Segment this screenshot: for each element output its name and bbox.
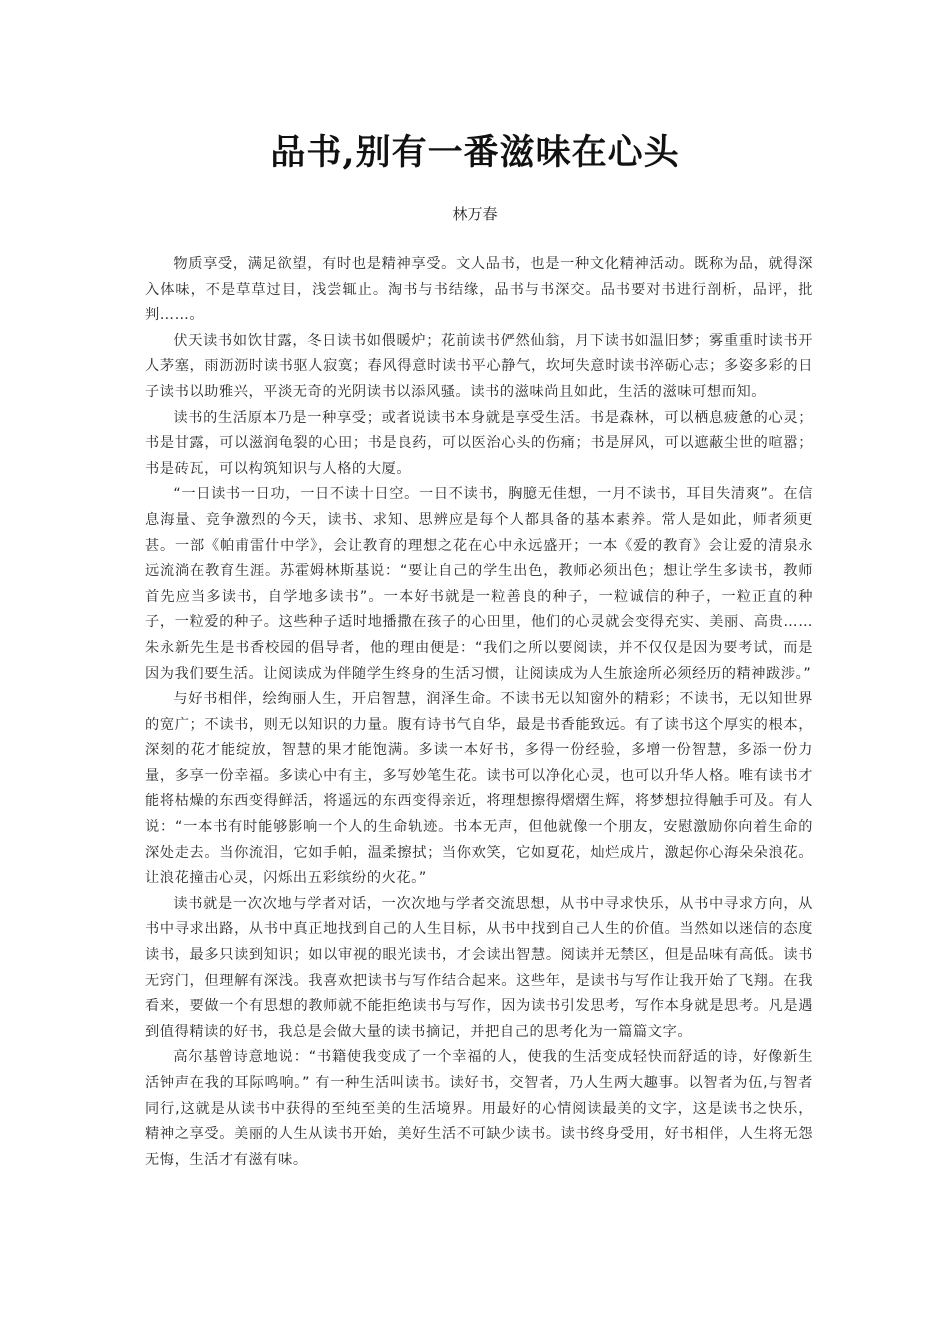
body-paragraph: “一日读书一日功，一日不读十日空。一日不读书，胸臆无佳想，一月不读书，耳目失清爽”。在信息海量、竞争激烈的今天，读书、求知、思辨应是每个人都具备的基本素养。常人是如此，师者须更甚。一部《帕甫雷什中学》，会让教育的理想之花在心中永远盛开；一本《爱的教育》会让爱的清泉永远流淌在教育生涯。苏霍姆林斯基说：“要让自己的学生出色，教师必须出色；想让学生多读书，教师首先应当多读书，自学地多读书”。一本好书就是一粒善良的种子，一粒诚信的种子，一粒正直的种子，一粒爱的种子。这些种子适时地播撒在孩子的心田里，他们的心灵就会变得充实、美丽、高贵……朱永新先生是书香校园的倡导者，他的理由便是：“我们之所以要阅读，并不仅仅是因为要考试，而是因为我们要生活。让阅读成为伴随学生终身的生活习惯，让阅读成为人生旅途所必须经历的精神跋涉。” [145, 486, 813, 682]
body-paragraph: 伏天读书如饮甘露，冬日读书如偎暖炉；花前读书俨然仙翁，月下读书如温旧梦；雾重重时读书开人茅塞，雨沥沥时读书驱人寂寞；春风得意时读书平心静气，坎坷失意时读书淬砺心志；多姿多彩的日子读书以助雅兴，平淡无奇的光阴读书以添风骚。读书的滋味尚且如此，生活的滋味可想而知。 [145, 332, 813, 400]
body-paragraph: 物质享受，满足欲望，有时也是精神享受。文人品书，也是一种文化精神活动。既称为品，就得深入体味，不是草草过目，浅尝辄止。淘书与书结缘，品书与书深交。品书要对书进行剖析，品评，批判……。 [145, 256, 813, 324]
body-paragraph: 高尔基曾诗意地说：“书籍使我变成了一个幸福的人，使我的生活变成轻快而舒适的诗，好像新生活钟声在我的耳际鸣响。” 有一种生活叫读书。读好书，交智者，乃人生两大趣事。以智者为伍,与智者同行,这就是从读书中获得的至纯至美的生活境界。用最好的心情阅读最美的文字，这是读书之快乐，精神之享受。美丽的人生从读书开始，美好生活不可缺少读书。读书终身受用，好书相伴，人生将无怨无悔，生活才有滋有味。 [145, 1049, 813, 1168]
article-body [145, 252, 813, 1173]
body-paragraph: 读书就是一次次地与学者对话，一次次地与学者交流思想，从书中寻求快乐，从书中寻求方向，从书中寻求出路，从书中真正地找到自己的人生目标，从书中找到自己人生的价值。当然如以迷信的态度读书，最多只读到知识；如以审视的眼光读书，才会读出智慧。阅读并无禁区，但是品味有高低。读书无窍门，但理解有深浅。我喜欢把读书与写作结合起来。这些年，是读书与写作让我开始了飞翔。在我看来，要做一个有思想的教师就不能拒绝读书与写作，因为读书引发思考，写作本身就是思考。凡是遇到值得精读的好书，我总是会做大量的读书摘记，并把自己的思考化为一篇篇文字。 [145, 895, 813, 1040]
article-author: 林万春 [452, 205, 498, 223]
body-paragraph: 读书的生活原本乃是一种享受；或者说读书本身就是享受生活。书是森林，可以栖息疲惫的心灵；书是甘露，可以滋润龟裂的心田；书是良药，可以医治心头的伤痛；书是屏风，可以遮蔽尘世的喧嚣；书是砖瓦，可以构筑知识与人格的大厦。 [145, 409, 813, 477]
article-title: 品书,别有一番滋味在心头 [270, 132, 680, 173]
body-paragraph: 与好书相伴，绘绚丽人生，开启智慧，润泽生命。不读书无以知窗外的精彩；不读书，无以知世界的宽广；不读书，则无以知识的力量。腹有诗书气自华，最是书香能致远。有了读书这个厚实的根本，深刻的花才能绽放，智慧的果才能饱满。多读一本好书，多得一份经验，多增一份智慧，多添一份力量，多享一份幸福。多读心中有主，多写妙笔生花。读书可以净化心灵，也可以升华人格。唯有读书才能将枯燥的东西变得鲜活，将遥远的东西变得亲近，将理想擦得熠熠生辉，将梦想拉得触手可及。有人说：“一本书有时能够影响一个人的生命轨迹。书本无声，但他就像一个朋友，安慰激励你向着生命的深处走去。当你流泪，它如手帕，温柔擦拭；当你欢笑，它如夏花，灿烂成片，激起你心海朵朵浪花。让浪花撞击心灵，闪烁出五彩缤纷的火花。” [145, 691, 813, 887]
